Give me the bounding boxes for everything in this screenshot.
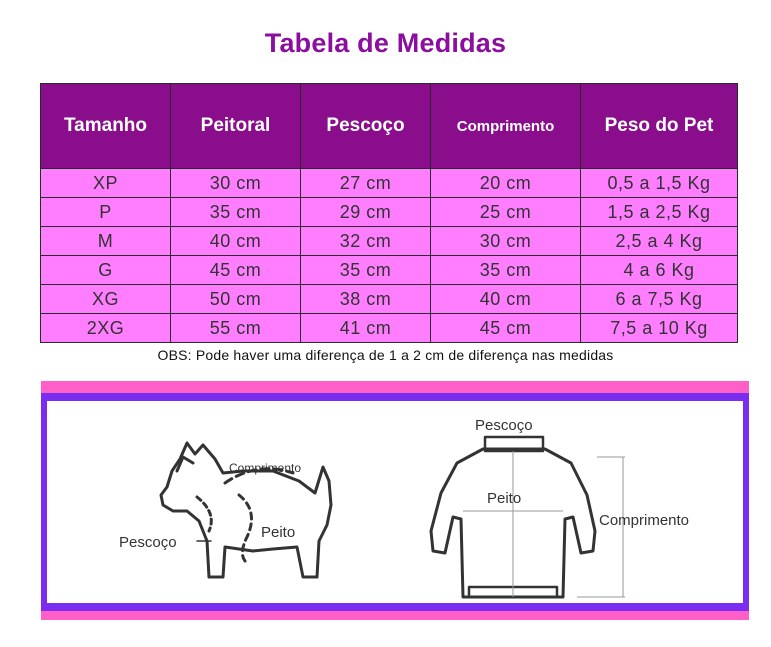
cell-peitoral: 45 cm: [171, 256, 301, 285]
cell-peitoral: 35 cm: [171, 198, 301, 227]
table-header-row: [41, 84, 738, 169]
cell-peso: 0,5 a 1,5 Kg: [581, 169, 738, 198]
table-row: [41, 169, 738, 198]
header-pescoco: Pescoço: [301, 84, 431, 169]
figure-canvas: [47, 401, 743, 603]
cell-peitoral: 30 cm: [171, 169, 301, 198]
cell-pescoco: 27 cm: [301, 169, 431, 198]
table-row: [41, 256, 738, 285]
dog-neck-dashed-line: [197, 497, 211, 531]
header-peso: Peso do Pet: [581, 84, 738, 169]
cell-pescoco: 38 cm: [301, 285, 431, 314]
cell-peitoral: 40 cm: [171, 227, 301, 256]
cell-peso: 2,5 a 4 Kg: [581, 227, 738, 256]
cell-pescoco: 41 cm: [301, 314, 431, 343]
sweater-label-peito: Peito: [487, 490, 522, 507]
cell-peitoral: 50 cm: [171, 285, 301, 314]
table-row: [41, 314, 738, 343]
cell-size: G: [41, 256, 171, 285]
dog-label-pescoco: Pescoço: [119, 534, 177, 551]
measurement-illustration: [47, 401, 743, 603]
header-peitoral: Peitoral: [171, 84, 301, 169]
page-title: Tabela de Medidas: [264, 28, 507, 58]
dog-label-comprimento: Comprimento: [229, 461, 302, 475]
cell-size: P: [41, 198, 171, 227]
dog-label-peito: Peito: [261, 524, 296, 541]
cell-size: M: [41, 227, 171, 256]
cell-size: 2XG: [41, 314, 171, 343]
table-row: [41, 285, 738, 314]
table-row: [41, 227, 738, 256]
cell-peso: 1,5 a 2,5 Kg: [581, 198, 738, 227]
measurement-guide-figure: [41, 381, 749, 620]
cell-comprimento: 40 cm: [431, 285, 581, 314]
cell-size: XG: [41, 285, 171, 314]
cell-peso: 7,5 a 10 Kg: [581, 314, 738, 343]
cell-pescoco: 29 cm: [301, 198, 431, 227]
cell-pescoco: 35 cm: [301, 256, 431, 285]
cell-peitoral: 55 cm: [171, 314, 301, 343]
cell-peso: 4 a 6 Kg: [581, 256, 738, 285]
figure-frame: [41, 393, 749, 611]
sweater-label-comprimento: Comprimento: [599, 512, 690, 529]
size-table: [40, 83, 738, 343]
cell-comprimento: 45 cm: [431, 314, 581, 343]
sweater-label-pescoco: Pescoço: [475, 417, 533, 434]
cell-comprimento: 30 cm: [431, 227, 581, 256]
cell-peso: 6 a 7,5 Kg: [581, 285, 738, 314]
cell-pescoco: 32 cm: [301, 227, 431, 256]
sweater-illustration: [431, 437, 625, 597]
header-tamanho: Tamanho: [41, 84, 171, 169]
measurement-note: OBS: Pode haver uma diferença de 1 a 2 cm de diferença nas medidas: [157, 347, 614, 363]
table-row: [41, 198, 738, 227]
header-comprimento: Comprimento: [431, 84, 581, 169]
cell-comprimento: 25 cm: [431, 198, 581, 227]
cell-size: XP: [41, 169, 171, 198]
cell-comprimento: 35 cm: [431, 256, 581, 285]
cell-comprimento: 20 cm: [431, 169, 581, 198]
